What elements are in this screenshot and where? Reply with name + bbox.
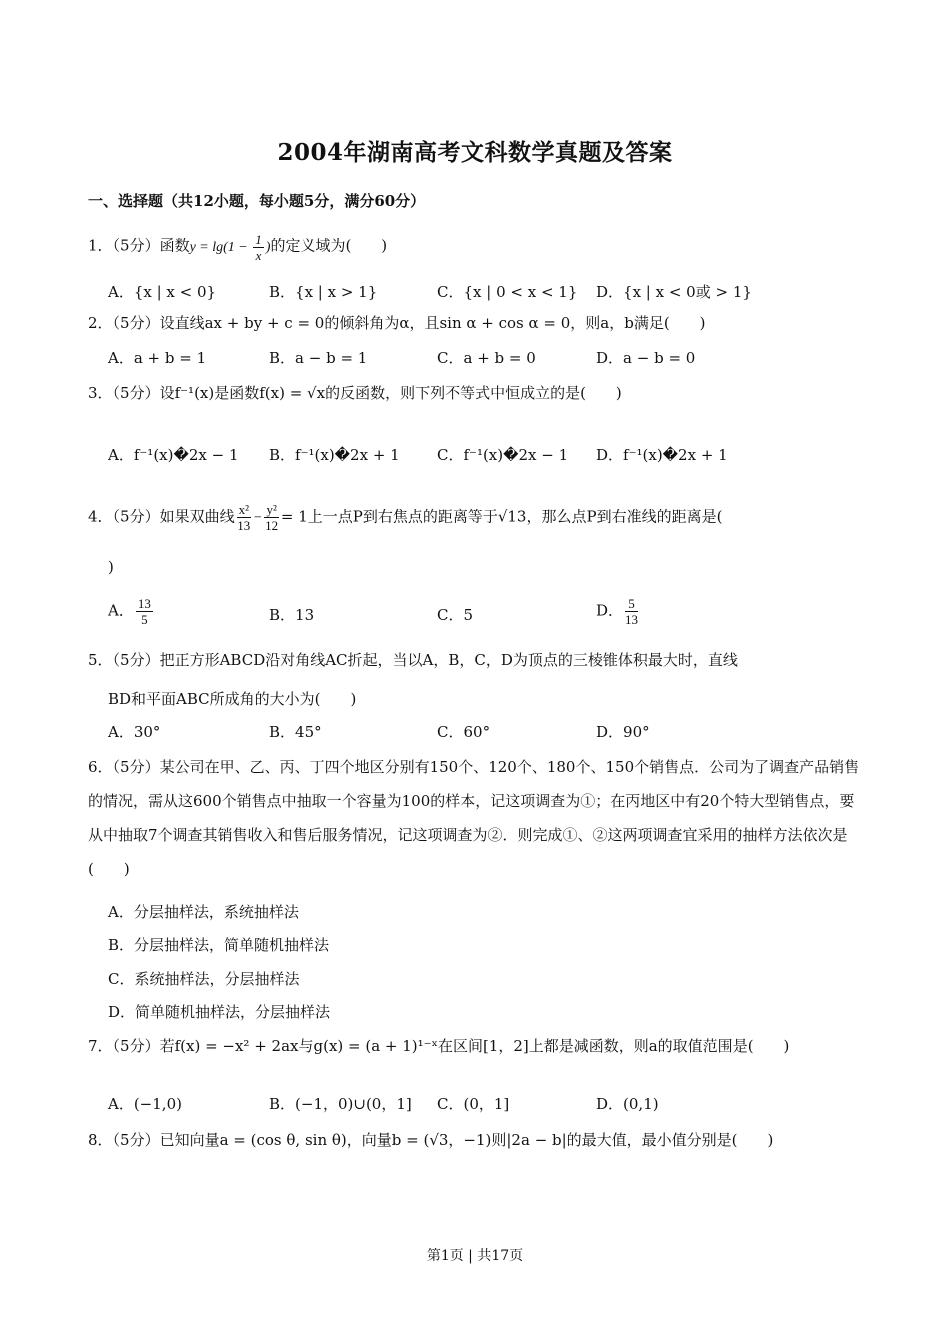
q3-option-a: A．f⁻¹(x)�2x − 1	[108, 446, 239, 464]
q4-fraction-y	[264, 502, 278, 533]
q1-formula-post: )	[265, 239, 271, 255]
q4-f2-num: y²	[266, 502, 277, 517]
q4-f1-num: x²	[238, 502, 249, 517]
q7-options	[108, 1093, 868, 1117]
q3-option-b: B．f⁻¹(x)�2x + 1	[269, 446, 400, 464]
q6-option-a: A．分层抽样法，系统抽样法	[108, 903, 299, 921]
q5-option-c: C．60°	[437, 723, 491, 741]
q4-f2-den: 12	[265, 518, 279, 533]
question-7: 7．（5分）若f(x) = −x² + 2ax与g(x) = (a + 1)¹⁻ˣ在区间[1，2]上都是减函数，则a的取值范围是( )	[88, 1037, 790, 1055]
section-heading: 一、选择题（共12小题，每小题5分，满分60分）	[88, 192, 426, 210]
q1-options	[108, 281, 868, 305]
question-5-line1: 5．（5分）把正方形ABCD沿对角线AC折起，当以A，B，C，D为顶点的三棱锥体积最大时，直线	[88, 651, 738, 669]
q4-option-d	[596, 596, 640, 627]
q4-d-den: 13	[625, 612, 639, 627]
q1-frac-den: x	[255, 248, 262, 263]
q4-tail: = 1上一点P到右焦点的距离等于√13，那么点P到右准线的距离是(	[280, 507, 723, 526]
q5-option-b: B．45°	[269, 723, 322, 741]
q2-option-b: B．a − b = 1	[269, 349, 368, 367]
q1-tail: 的定义域为( )	[270, 236, 388, 255]
q1-option-a: A．{x | x < 0}	[108, 283, 217, 301]
q6-option-c: C．系统抽样法，分层抽样法	[108, 970, 300, 988]
q2-option-c: C．a + b = 0	[437, 349, 536, 367]
question-2: 2．（5分）设直线ax + by + c = 0的倾斜角为α，且sin α + cos α = 0，则a，b满足( )	[88, 314, 706, 332]
q5-option-a: A．30°	[108, 723, 161, 741]
q4-a-num: 13	[137, 596, 151, 611]
q2-option-a: A．a + b = 1	[108, 349, 207, 367]
q1-formula	[189, 232, 271, 263]
q1-option-d: D．{x | x < 0或 > 1}	[596, 283, 752, 301]
q5-options	[108, 721, 868, 745]
q4-fraction-x	[237, 502, 251, 533]
page-title: 2004年湖南高考文科数学真题及答案	[277, 139, 673, 166]
question-5-line2: BD和平面ABC所成角的大小为( )	[108, 690, 357, 708]
question-3: 3．（5分）设f⁻¹(x)是函数f(x) = √x的反函数，则下列不等式中恒成立的是( )	[88, 384, 622, 402]
q3-option-d: D．f⁻¹(x)�2x + 1	[596, 446, 728, 464]
q4-stem: 4．（5分）如果双曲线	[88, 507, 235, 526]
q4-option-d-label: D．	[596, 601, 624, 620]
q6-option-b: B．分层抽样法，简单随机抽样法	[108, 936, 330, 954]
q1-option-b: B．{x | x > 1}	[269, 283, 378, 301]
question-4	[88, 502, 878, 533]
q4-a-den: 5	[141, 612, 148, 627]
q1-stem: 1．（5分）函数	[88, 236, 190, 255]
q7-option-a: A．(−1,0)	[108, 1095, 182, 1113]
question-8: 8．（5分）已知向量a = (cos θ, sin θ)，向量b = (√3，−1)则|2a − b|的最大值，最小值分别是( )	[88, 1131, 774, 1149]
q1-frac-num: 1	[255, 232, 262, 247]
q4-option-a-label: A．	[108, 601, 134, 620]
q7-option-b: B．(−1，0)∪(0，1]	[269, 1095, 412, 1113]
page-footer: 第1页 | 共17页	[426, 1248, 524, 1264]
q4-option-a	[108, 596, 155, 627]
q3-option-c: C．f⁻¹(x)�2x − 1	[437, 446, 569, 464]
q6-option-d: D．简单随机抽样法，分层抽样法	[108, 1003, 331, 1021]
q2-option-d: D．a − b = 0	[596, 349, 696, 367]
q1-fraction	[253, 232, 264, 263]
q2-options	[108, 347, 868, 371]
question-1	[88, 232, 878, 263]
q4-d-num: 5	[625, 596, 638, 612]
q4-option-d-fraction	[625, 596, 638, 627]
q4-minus: −	[253, 510, 263, 526]
q7-option-c: C．(0，1]	[437, 1095, 510, 1113]
q4-options	[108, 596, 868, 640]
question-6: 6．（5分）某公司在甲、乙、丙、丁四个地区分别有150个、120个、180个、150个销售点．公司为了调查产品销售的情况，需从这600个销售点中抽取一个容量为100的样本，记这项调查为①；在丙地区中有20个特大型销售点，要从中抽取7个调查其销售收入和售后服务情况，记这项调查为②．则完成①、②这两项调查宜采用的抽样方法依次是( )	[88, 758, 860, 878]
q1-option-c: C．{x | 0 < x < 1}	[437, 283, 578, 301]
q1-formula-pre: y = lg(1 −	[189, 239, 252, 255]
q5-option-d: D．90°	[596, 723, 650, 741]
q3-options	[108, 444, 868, 468]
q4-f1-den: 13	[237, 518, 251, 533]
q4-option-c: C．5	[437, 606, 474, 624]
q4-tail-paren: )	[108, 558, 114, 576]
q4-option-a-fraction	[136, 596, 153, 627]
q7-option-d: D．(0,1)	[596, 1095, 659, 1113]
q4-option-b: B．13	[269, 606, 315, 624]
